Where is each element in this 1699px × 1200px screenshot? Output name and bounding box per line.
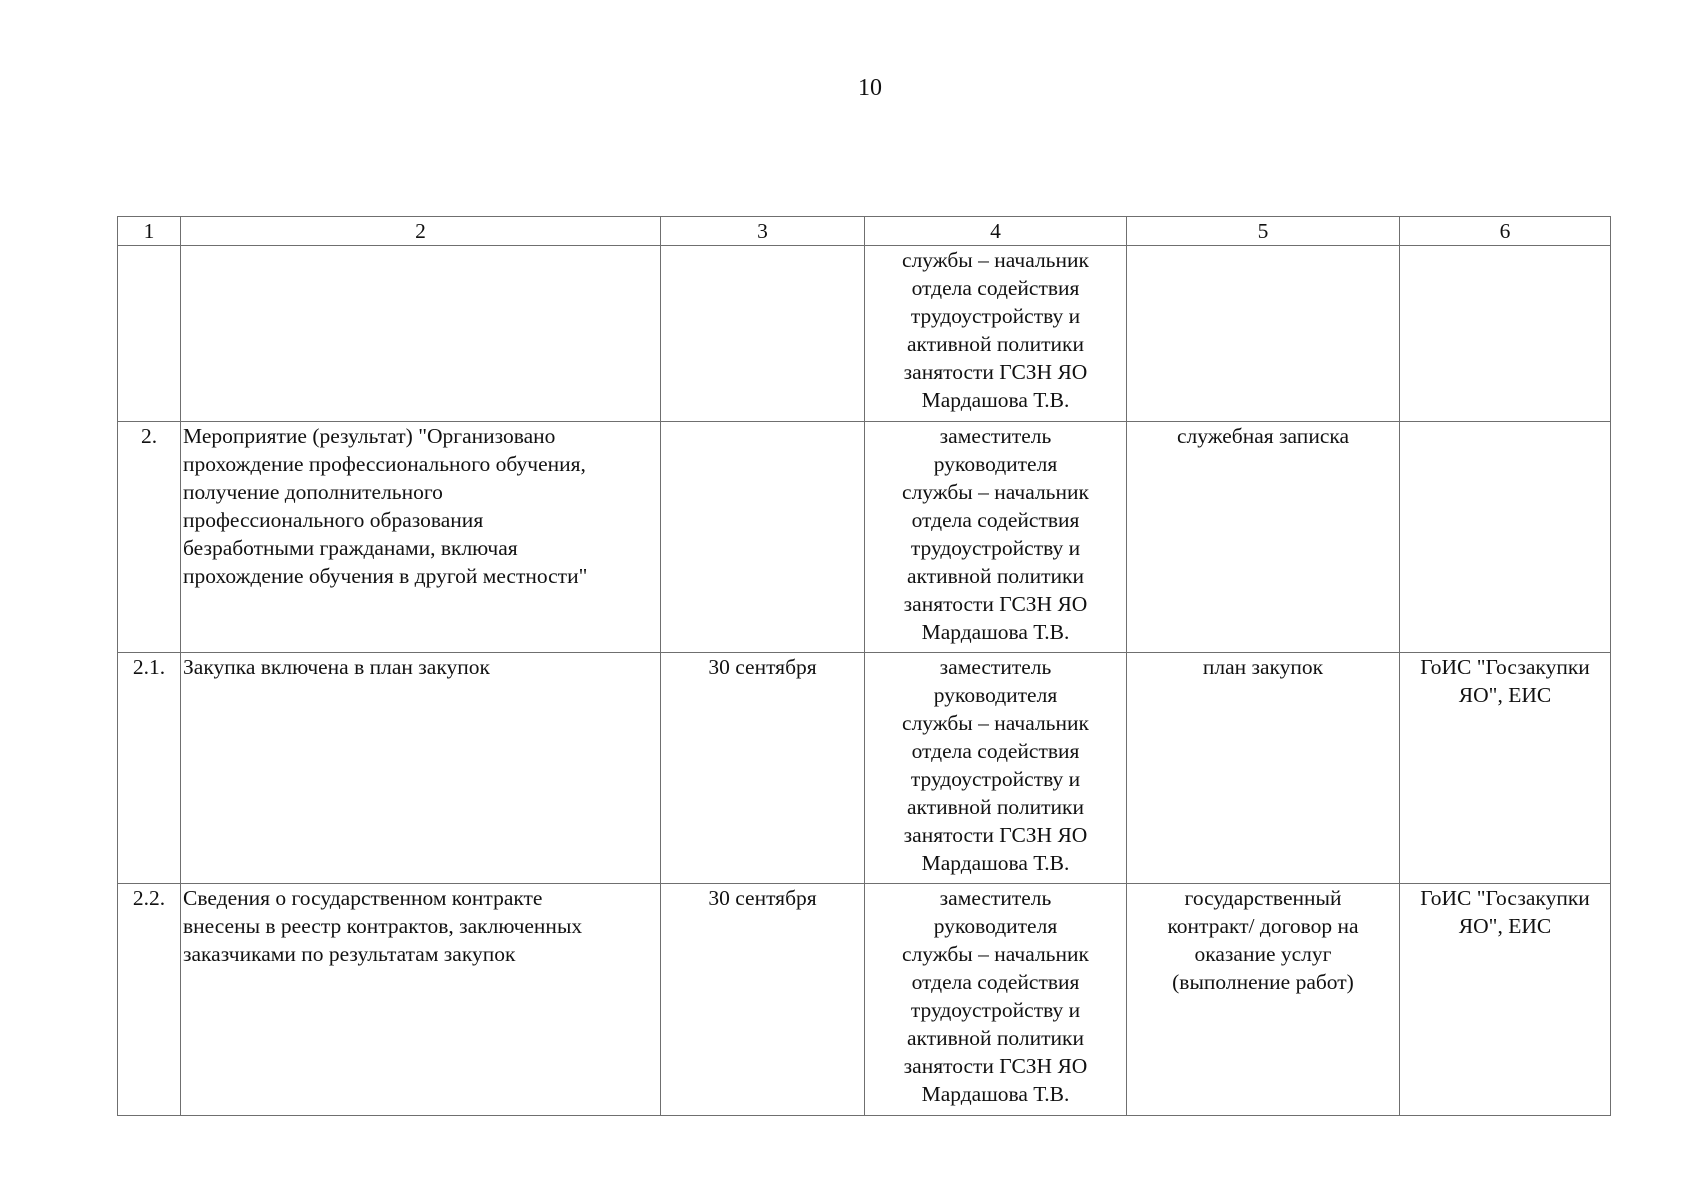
responsible-text-line: Мардашова Т.В.: [921, 851, 1070, 875]
info-system-cell: [1400, 653, 1611, 884]
activity-cell: [181, 246, 661, 422]
info-system-cell: [1400, 246, 1611, 422]
document-cell: [1127, 653, 1400, 884]
row-number-cell: [118, 884, 181, 1116]
responsible-text-line: Мардашова Т.В.: [921, 1082, 1070, 1106]
document-text-line: контракт/ договор на: [1167, 914, 1359, 938]
responsible-text-line: руководителя: [933, 452, 1058, 476]
document-text-line: оказание услуг: [1194, 942, 1332, 966]
responsible-text-line: трудоустройству и: [910, 304, 1081, 328]
column-number-row: [118, 217, 1611, 246]
info-system-cell: [1400, 422, 1611, 653]
responsible-text-line: трудоустройству и: [910, 767, 1081, 791]
activity-cell: [181, 884, 661, 1116]
document-cell: [1127, 246, 1400, 422]
responsible-text-line: активной политики: [907, 332, 1084, 356]
row-number: 2.2.: [132, 886, 166, 910]
table-row: [118, 884, 1611, 1116]
deadline-cell: [661, 653, 865, 884]
activity-text-line: Мероприятие (результат) "Организовано: [183, 424, 556, 448]
activity-text-line: профессионального образования: [183, 508, 484, 532]
responsible-text-line: заместитель: [939, 886, 1052, 910]
responsible-cell: [865, 246, 1127, 422]
column-number: 2: [181, 217, 661, 246]
responsible-text-line: занятости ГСЗН ЯО: [903, 1054, 1088, 1078]
responsible-text-line: заместитель: [939, 655, 1052, 679]
responsible-text-line: занятости ГСЗН ЯО: [903, 592, 1088, 616]
responsible-text-line: активной политики: [907, 564, 1084, 588]
document-text-line: (выполнение работ): [1172, 970, 1354, 994]
column-number: 3: [661, 217, 865, 246]
responsible-text-line: службы – начальник: [902, 248, 1089, 272]
deadline-cell: [661, 884, 865, 1116]
row-number-cell: [118, 422, 181, 653]
info-system-text-line: ЯО", ЕИС: [1458, 683, 1552, 707]
responsible-text-line: трудоустройству и: [910, 998, 1081, 1022]
activity-text-line: получение дополнительного: [183, 480, 443, 504]
responsible-text-line: занятости ГСЗН ЯО: [903, 823, 1088, 847]
responsible-text-line: активной политики: [907, 795, 1084, 819]
document-cell: [1127, 884, 1400, 1116]
plan-table: [117, 216, 1611, 1116]
info-system-cell: [1400, 884, 1611, 1116]
document-text-line: государственный: [1184, 886, 1342, 910]
responsible-cell: [865, 653, 1127, 884]
table-row: [118, 422, 1611, 653]
info-system-text-line: ГоИС "Госзакупки: [1420, 886, 1590, 910]
column-number: 1: [118, 217, 181, 246]
responsible-text-line: руководителя: [933, 683, 1058, 707]
page-number: 10: [858, 75, 882, 101]
activity-text-line: прохождение обучения в другой местности": [183, 564, 588, 588]
deadline-cell: [661, 246, 865, 422]
row-number-cell: [118, 246, 181, 422]
document-text-line: план закупок: [1202, 655, 1324, 679]
document-text-line: служебная записка: [1176, 424, 1350, 448]
responsible-text-line: Мардашова Т.В.: [921, 388, 1070, 412]
activity-cell: [181, 422, 661, 653]
document-cell: [1127, 422, 1400, 653]
responsible-cell: [865, 422, 1127, 653]
activity-text-line: безработными гражданами, включая: [183, 536, 518, 560]
responsible-text-line: отдела содействия: [911, 739, 1080, 763]
responsible-text-line: заместитель: [939, 424, 1052, 448]
responsible-text-line: службы – начальник: [902, 942, 1089, 966]
deadline-text: 30 сентября: [708, 655, 817, 679]
column-number: 5: [1127, 217, 1400, 246]
activity-text-line: Сведения о государственном контракте: [183, 886, 543, 910]
responsible-text-line: отдела содействия: [911, 276, 1080, 300]
responsible-text-line: трудоустройству и: [910, 536, 1081, 560]
responsible-text-line: руководителя: [933, 914, 1058, 938]
activity-text-line: заказчиками по результатам закупок: [183, 942, 516, 966]
row-number: 2.1.: [132, 655, 166, 679]
responsible-text-line: отдела содействия: [911, 970, 1080, 994]
activity-cell: [181, 653, 661, 884]
table-row: [118, 246, 1611, 422]
row-number: 2.: [140, 424, 158, 448]
responsible-text-line: Мардашова Т.В.: [921, 620, 1070, 644]
row-number-cell: [118, 653, 181, 884]
info-system-text-line: ЯО", ЕИС: [1458, 914, 1552, 938]
column-number: 6: [1400, 217, 1611, 246]
responsible-cell: [865, 884, 1127, 1116]
activity-text-line: внесены в реестр контрактов, заключенных: [183, 914, 583, 938]
deadline-cell: [661, 422, 865, 653]
responsible-text-line: отдела содействия: [911, 508, 1080, 532]
responsible-text-line: занятости ГСЗН ЯО: [903, 360, 1088, 384]
responsible-text-line: активной политики: [907, 1026, 1084, 1050]
info-system-text-line: ГоИС "Госзакупки: [1420, 655, 1590, 679]
table-row: [118, 653, 1611, 884]
activity-text-line: прохождение профессионального обучения,: [183, 452, 586, 476]
deadline-text: 30 сентября: [708, 886, 817, 910]
column-number: 4: [865, 217, 1127, 246]
responsible-text-line: службы – начальник: [902, 711, 1089, 735]
responsible-text-line: службы – начальник: [902, 480, 1089, 504]
activity-text-line: Закупка включена в план закупок: [183, 655, 490, 679]
